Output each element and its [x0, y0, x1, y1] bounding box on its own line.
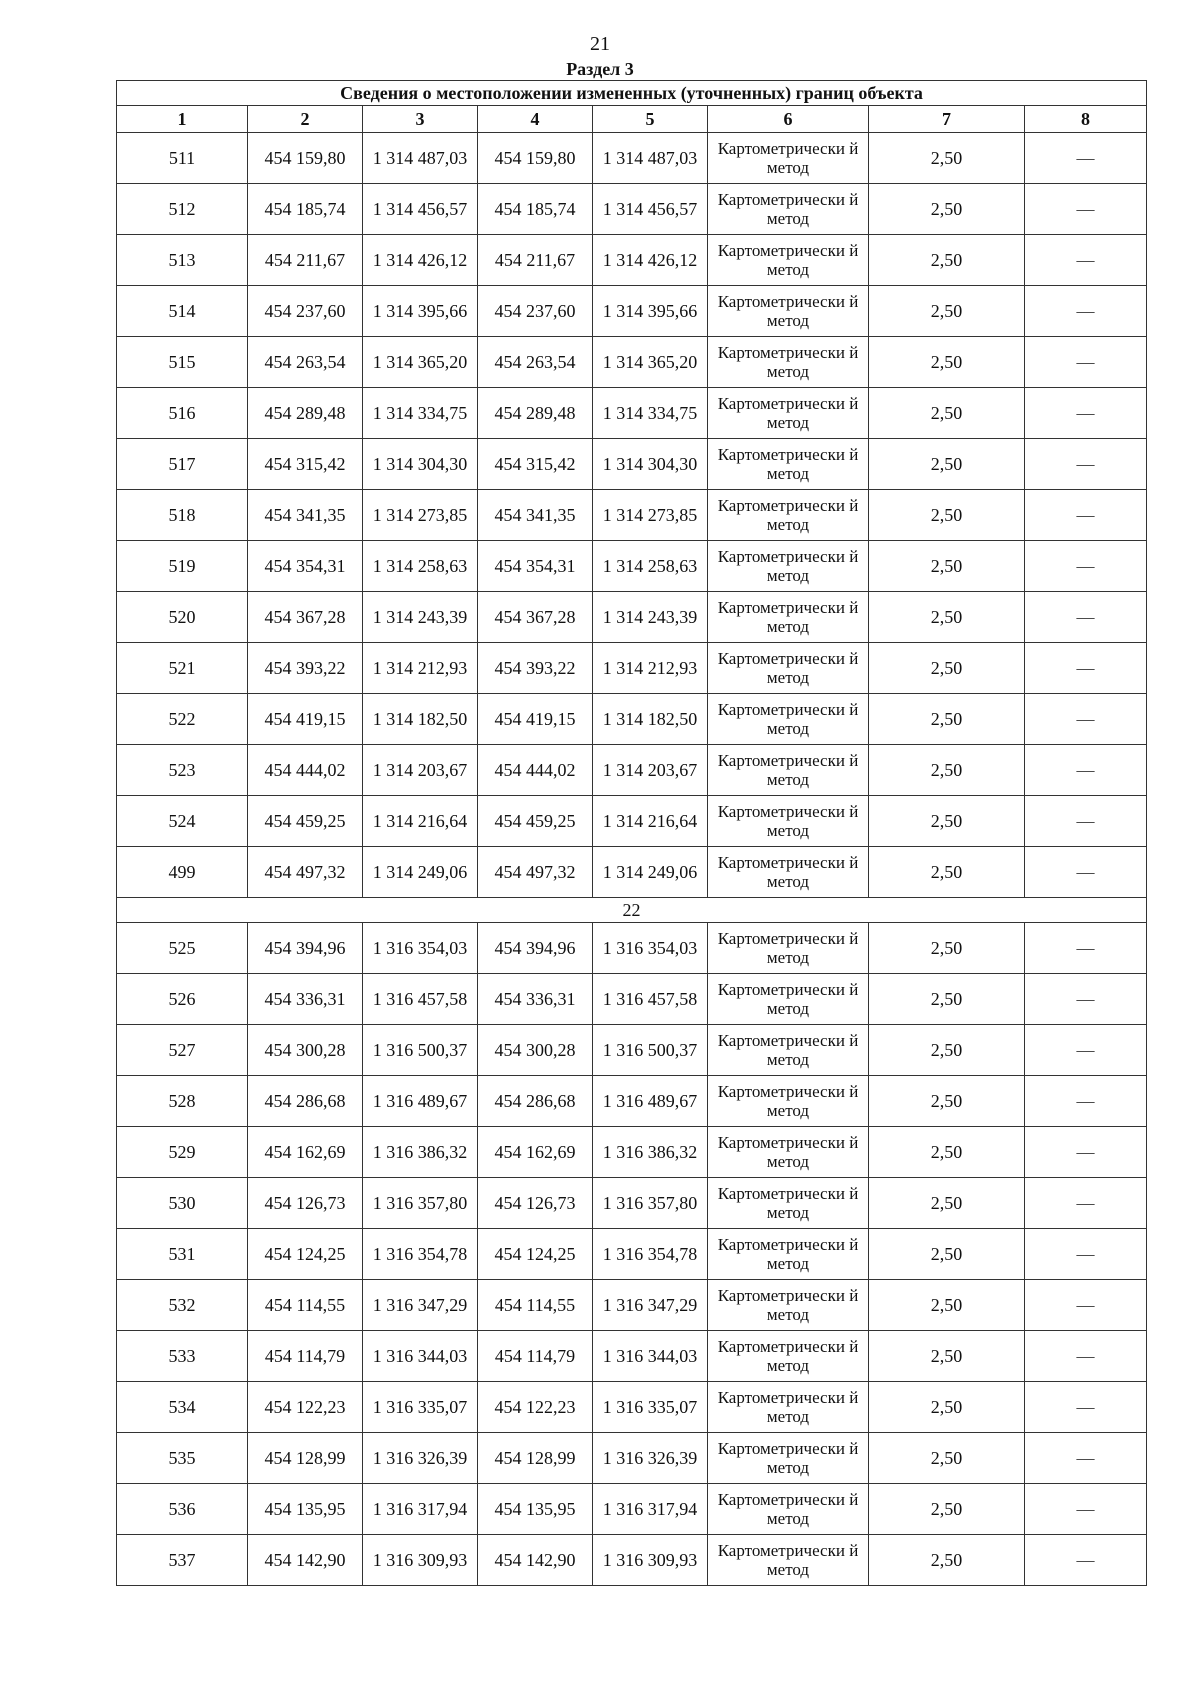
- cell-method: Картометрически й метод: [708, 643, 869, 694]
- cell-x-new: 454 122,23: [478, 1382, 593, 1433]
- cell-y-new: 1 314 203,67: [593, 745, 708, 796]
- cell-x-new: 454 126,73: [478, 1178, 593, 1229]
- page-break-label: 22: [117, 898, 1147, 923]
- cell-y-new: 1 316 309,93: [593, 1535, 708, 1586]
- cell-y-existing: 1 316 354,03: [363, 923, 478, 974]
- table-row: [117, 388, 1147, 439]
- cell-description: —: [1025, 1076, 1147, 1127]
- cell-x-existing: 454 300,28: [248, 1025, 363, 1076]
- cell-y-new: 1 316 357,80: [593, 1178, 708, 1229]
- cell-y-new: 1 316 386,32: [593, 1127, 708, 1178]
- page-number: 21: [590, 33, 610, 55]
- cell-accuracy: 2,50: [869, 745, 1025, 796]
- cell-y-new: 1 314 456,57: [593, 184, 708, 235]
- cell-accuracy: 2,50: [869, 286, 1025, 337]
- cell-y-new: 1 314 212,93: [593, 643, 708, 694]
- cell-x-new: 454 142,90: [478, 1535, 593, 1586]
- cell-x-new: 454 263,54: [478, 337, 593, 388]
- cell-description: —: [1025, 796, 1147, 847]
- cell-y-new: 1 316 335,07: [593, 1382, 708, 1433]
- cell-y-existing: 1 316 457,58: [363, 974, 478, 1025]
- cell-point-number: 518: [117, 490, 248, 541]
- cell-accuracy: 2,50: [869, 1229, 1025, 1280]
- cell-accuracy: 2,50: [869, 974, 1025, 1025]
- cell-x-existing: 454 354,31: [248, 541, 363, 592]
- cell-point-number: 499: [117, 847, 248, 898]
- cell-y-new: 1 314 273,85: [593, 490, 708, 541]
- table-row: [117, 235, 1147, 286]
- cell-method: Картометрически й метод: [708, 1127, 869, 1178]
- cell-accuracy: 2,50: [869, 1178, 1025, 1229]
- cell-accuracy: 2,50: [869, 235, 1025, 286]
- cell-y-new: 1 316 500,37: [593, 1025, 708, 1076]
- cell-description: —: [1025, 1331, 1147, 1382]
- cell-x-new: 454 114,79: [478, 1331, 593, 1382]
- cell-x-existing: 454 237,60: [248, 286, 363, 337]
- cell-description: —: [1025, 235, 1147, 286]
- cell-description: —: [1025, 388, 1147, 439]
- column-number: 8: [1025, 106, 1147, 133]
- table-row: [117, 133, 1147, 184]
- table-row: [117, 1535, 1147, 1586]
- cell-x-new: 454 354,31: [478, 541, 593, 592]
- cell-y-existing: 1 314 249,06: [363, 847, 478, 898]
- cell-x-new: 454 300,28: [478, 1025, 593, 1076]
- table-row: [117, 1178, 1147, 1229]
- cell-method: Картометрически й метод: [708, 1433, 869, 1484]
- cell-accuracy: 2,50: [869, 541, 1025, 592]
- cell-y-existing: 1 314 304,30: [363, 439, 478, 490]
- cell-accuracy: 2,50: [869, 1484, 1025, 1535]
- table-row: [117, 847, 1147, 898]
- cell-accuracy: 2,50: [869, 1433, 1025, 1484]
- cell-point-number: 512: [117, 184, 248, 235]
- cell-accuracy: 2,50: [869, 592, 1025, 643]
- cell-point-number: 534: [117, 1382, 248, 1433]
- table-row: [117, 1433, 1147, 1484]
- table-row: [117, 1280, 1147, 1331]
- table-row: [117, 1331, 1147, 1382]
- table-row: [117, 184, 1147, 235]
- page-break-body: [117, 898, 1147, 923]
- cell-accuracy: 2,50: [869, 1535, 1025, 1586]
- cell-y-existing: 1 314 487,03: [363, 133, 478, 184]
- cell-point-number: 532: [117, 1280, 248, 1331]
- cell-method: Картометрически й метод: [708, 388, 869, 439]
- cell-description: —: [1025, 923, 1147, 974]
- cell-x-existing: 454 315,42: [248, 439, 363, 490]
- cell-x-new: 454 394,96: [478, 923, 593, 974]
- table-row: [117, 286, 1147, 337]
- cell-description: —: [1025, 745, 1147, 796]
- cell-point-number: 522: [117, 694, 248, 745]
- cell-method: Картометрически й метод: [708, 1025, 869, 1076]
- cell-method: Картометрически й метод: [708, 847, 869, 898]
- column-number: 7: [869, 106, 1025, 133]
- table-row: [117, 337, 1147, 388]
- cell-x-existing: 454 459,25: [248, 796, 363, 847]
- cell-x-existing: 454 419,15: [248, 694, 363, 745]
- table-row: [117, 796, 1147, 847]
- section-title: Раздел 3: [566, 59, 634, 79]
- cell-accuracy: 2,50: [869, 694, 1025, 745]
- cell-description: —: [1025, 643, 1147, 694]
- cell-description: —: [1025, 1382, 1147, 1433]
- cell-y-existing: 1 316 347,29: [363, 1280, 478, 1331]
- cell-y-new: 1 316 489,67: [593, 1076, 708, 1127]
- cell-method: Картометрически й метод: [708, 1535, 869, 1586]
- cell-accuracy: 2,50: [869, 1076, 1025, 1127]
- cell-y-existing: 1 314 212,93: [363, 643, 478, 694]
- cell-y-new: 1 314 304,30: [593, 439, 708, 490]
- table-row: [117, 974, 1147, 1025]
- column-number: 2: [248, 106, 363, 133]
- cell-point-number: 525: [117, 923, 248, 974]
- cell-x-existing: 454 114,55: [248, 1280, 363, 1331]
- cell-point-number: 521: [117, 643, 248, 694]
- table-row: [117, 490, 1147, 541]
- cell-y-new: 1 314 243,39: [593, 592, 708, 643]
- cell-accuracy: 2,50: [869, 643, 1025, 694]
- cell-y-new: 1 314 258,63: [593, 541, 708, 592]
- cell-x-new: 454 159,80: [478, 133, 593, 184]
- cell-x-new: 454 124,25: [478, 1229, 593, 1280]
- cell-x-existing: 454 286,68: [248, 1076, 363, 1127]
- cell-point-number: 528: [117, 1076, 248, 1127]
- cell-x-new: 454 419,15: [478, 694, 593, 745]
- cell-y-existing: 1 316 317,94: [363, 1484, 478, 1535]
- cell-x-existing: 454 497,32: [248, 847, 363, 898]
- cell-x-existing: 454 159,80: [248, 133, 363, 184]
- table-row: [117, 541, 1147, 592]
- table-body-after-break: [117, 923, 1147, 1586]
- cell-x-existing: 454 289,48: [248, 388, 363, 439]
- cell-x-new: 454 444,02: [478, 745, 593, 796]
- cell-x-new: 454 341,35: [478, 490, 593, 541]
- cell-y-existing: 1 316 357,80: [363, 1178, 478, 1229]
- cell-x-existing: 454 367,28: [248, 592, 363, 643]
- cell-x-existing: 454 124,25: [248, 1229, 363, 1280]
- table-body-before-break: [117, 133, 1147, 898]
- cell-y-existing: 1 316 309,93: [363, 1535, 478, 1586]
- cell-accuracy: 2,50: [869, 337, 1025, 388]
- cell-y-new: 1 316 457,58: [593, 974, 708, 1025]
- cell-y-existing: 1 314 203,67: [363, 745, 478, 796]
- cell-x-new: 454 185,74: [478, 184, 593, 235]
- cell-y-existing: 1 314 258,63: [363, 541, 478, 592]
- cell-y-existing: 1 316 500,37: [363, 1025, 478, 1076]
- cell-point-number: 520: [117, 592, 248, 643]
- cell-method: Картометрически й метод: [708, 1229, 869, 1280]
- cell-method: Картометрически й метод: [708, 923, 869, 974]
- column-number: 1: [117, 106, 248, 133]
- cell-x-new: 454 497,32: [478, 847, 593, 898]
- cell-point-number: 515: [117, 337, 248, 388]
- cell-x-new: 454 289,48: [478, 388, 593, 439]
- cell-method: Картометрически й метод: [708, 1382, 869, 1433]
- cell-description: —: [1025, 694, 1147, 745]
- cell-y-existing: 1 316 354,78: [363, 1229, 478, 1280]
- cell-y-existing: 1 314 273,85: [363, 490, 478, 541]
- table-caption-row: [117, 81, 1147, 106]
- column-number: 6: [708, 106, 869, 133]
- cell-y-new: 1 314 365,20: [593, 337, 708, 388]
- table-row: [117, 745, 1147, 796]
- cell-method: Картометрически й метод: [708, 235, 869, 286]
- cell-accuracy: 2,50: [869, 1331, 1025, 1382]
- cell-point-number: 535: [117, 1433, 248, 1484]
- cell-description: —: [1025, 1433, 1147, 1484]
- table-row: [117, 592, 1147, 643]
- cell-y-existing: 1 314 456,57: [363, 184, 478, 235]
- cell-point-number: 511: [117, 133, 248, 184]
- column-number-row: [117, 106, 1147, 133]
- cell-accuracy: 2,50: [869, 184, 1025, 235]
- cell-x-existing: 454 444,02: [248, 745, 363, 796]
- cell-method: Картометрически й метод: [708, 133, 869, 184]
- cell-x-existing: 454 128,99: [248, 1433, 363, 1484]
- cell-x-new: 454 315,42: [478, 439, 593, 490]
- cell-x-new: 454 162,69: [478, 1127, 593, 1178]
- page-break-row: [117, 898, 1147, 923]
- cell-x-existing: 454 394,96: [248, 923, 363, 974]
- cell-method: Картометрически й метод: [708, 1280, 869, 1331]
- cell-description: —: [1025, 592, 1147, 643]
- cell-x-existing: 454 393,22: [248, 643, 363, 694]
- cell-y-new: 1 314 487,03: [593, 133, 708, 184]
- cell-y-existing: 1 316 326,39: [363, 1433, 478, 1484]
- table-row: [117, 1484, 1147, 1535]
- cell-accuracy: 2,50: [869, 923, 1025, 974]
- cell-x-existing: 454 114,79: [248, 1331, 363, 1382]
- cell-method: Картометрически й метод: [708, 490, 869, 541]
- table-row: [117, 923, 1147, 974]
- cell-point-number: 529: [117, 1127, 248, 1178]
- cell-y-new: 1 314 334,75: [593, 388, 708, 439]
- cell-method: Картометрически й метод: [708, 694, 869, 745]
- cell-method: Картометрически й метод: [708, 286, 869, 337]
- cell-description: —: [1025, 1178, 1147, 1229]
- cell-point-number: 526: [117, 974, 248, 1025]
- cell-point-number: 516: [117, 388, 248, 439]
- cell-x-new: 454 459,25: [478, 796, 593, 847]
- cell-y-new: 1 316 354,03: [593, 923, 708, 974]
- cell-x-new: 454 393,22: [478, 643, 593, 694]
- cell-x-new: 454 114,55: [478, 1280, 593, 1331]
- cell-y-new: 1 316 354,78: [593, 1229, 708, 1280]
- cell-point-number: 523: [117, 745, 248, 796]
- cell-method: Картометрически й метод: [708, 1484, 869, 1535]
- cell-description: —: [1025, 1484, 1147, 1535]
- cell-y-new: 1 316 326,39: [593, 1433, 708, 1484]
- coordinates-table: [116, 80, 1147, 1586]
- cell-description: —: [1025, 541, 1147, 592]
- cell-x-new: 454 135,95: [478, 1484, 593, 1535]
- cell-y-existing: 1 314 182,50: [363, 694, 478, 745]
- cell-y-new: 1 316 347,29: [593, 1280, 708, 1331]
- cell-y-new: 1 314 182,50: [593, 694, 708, 745]
- cell-point-number: 536: [117, 1484, 248, 1535]
- cell-point-number: 530: [117, 1178, 248, 1229]
- cell-y-new: 1 316 344,03: [593, 1331, 708, 1382]
- cell-description: —: [1025, 286, 1147, 337]
- cell-x-existing: 454 122,23: [248, 1382, 363, 1433]
- cell-point-number: 519: [117, 541, 248, 592]
- cell-point-number: 531: [117, 1229, 248, 1280]
- cell-accuracy: 2,50: [869, 1382, 1025, 1433]
- cell-accuracy: 2,50: [869, 439, 1025, 490]
- cell-x-new: 454 211,67: [478, 235, 593, 286]
- cell-method: Картометрически й метод: [708, 974, 869, 1025]
- column-number: 4: [478, 106, 593, 133]
- cell-method: Картометрически й метод: [708, 1178, 869, 1229]
- cell-description: —: [1025, 1229, 1147, 1280]
- cell-x-existing: 454 336,31: [248, 974, 363, 1025]
- cell-y-existing: 1 314 365,20: [363, 337, 478, 388]
- cell-y-existing: 1 314 216,64: [363, 796, 478, 847]
- cell-description: —: [1025, 1025, 1147, 1076]
- cell-x-new: 454 237,60: [478, 286, 593, 337]
- cell-x-new: 454 286,68: [478, 1076, 593, 1127]
- cell-x-existing: 454 263,54: [248, 337, 363, 388]
- cell-accuracy: 2,50: [869, 1025, 1025, 1076]
- cell-point-number: 514: [117, 286, 248, 337]
- cell-y-new: 1 314 249,06: [593, 847, 708, 898]
- cell-y-existing: 1 316 386,32: [363, 1127, 478, 1178]
- cell-y-existing: 1 316 335,07: [363, 1382, 478, 1433]
- cell-description: —: [1025, 184, 1147, 235]
- table-caption: Сведения о местоположении измененных (уточненных) границ объекта: [117, 81, 1147, 106]
- cell-x-existing: 454 341,35: [248, 490, 363, 541]
- cell-x-new: 454 336,31: [478, 974, 593, 1025]
- cell-description: —: [1025, 847, 1147, 898]
- cell-y-existing: 1 314 243,39: [363, 592, 478, 643]
- cell-point-number: 524: [117, 796, 248, 847]
- cell-method: Картометрически й метод: [708, 1331, 869, 1382]
- cell-y-new: 1 316 317,94: [593, 1484, 708, 1535]
- cell-accuracy: 2,50: [869, 388, 1025, 439]
- cell-accuracy: 2,50: [869, 133, 1025, 184]
- cell-point-number: 533: [117, 1331, 248, 1382]
- cell-y-existing: 1 314 334,75: [363, 388, 478, 439]
- cell-x-new: 454 367,28: [478, 592, 593, 643]
- cell-method: Картометрически й метод: [708, 541, 869, 592]
- cell-description: —: [1025, 490, 1147, 541]
- cell-accuracy: 2,50: [869, 847, 1025, 898]
- cell-y-new: 1 314 426,12: [593, 235, 708, 286]
- cell-method: Картометрически й метод: [708, 439, 869, 490]
- cell-description: —: [1025, 1280, 1147, 1331]
- cell-description: —: [1025, 439, 1147, 490]
- cell-x-existing: 454 211,67: [248, 235, 363, 286]
- cell-y-existing: 1 314 395,66: [363, 286, 478, 337]
- column-number: 3: [363, 106, 478, 133]
- cell-method: Картометрически й метод: [708, 1076, 869, 1127]
- table-row: [117, 1229, 1147, 1280]
- cell-method: Картометрически й метод: [708, 184, 869, 235]
- table-row: [117, 1076, 1147, 1127]
- cell-y-new: 1 314 216,64: [593, 796, 708, 847]
- cell-description: —: [1025, 133, 1147, 184]
- cell-method: Картометрически й метод: [708, 337, 869, 388]
- cell-x-existing: 454 142,90: [248, 1535, 363, 1586]
- cell-y-new: 1 314 395,66: [593, 286, 708, 337]
- cell-description: —: [1025, 974, 1147, 1025]
- cell-accuracy: 2,50: [869, 1127, 1025, 1178]
- cell-description: —: [1025, 1127, 1147, 1178]
- cell-method: Картометрически й метод: [708, 745, 869, 796]
- table-row: [117, 1025, 1147, 1076]
- table-row: [117, 694, 1147, 745]
- column-number: 5: [593, 106, 708, 133]
- cell-y-existing: 1 316 489,67: [363, 1076, 478, 1127]
- cell-point-number: 517: [117, 439, 248, 490]
- table-row: [117, 1382, 1147, 1433]
- cell-accuracy: 2,50: [869, 1280, 1025, 1331]
- cell-x-existing: 454 185,74: [248, 184, 363, 235]
- cell-x-existing: 454 135,95: [248, 1484, 363, 1535]
- cell-accuracy: 2,50: [869, 490, 1025, 541]
- cell-x-new: 454 128,99: [478, 1433, 593, 1484]
- cell-y-existing: 1 314 426,12: [363, 235, 478, 286]
- cell-point-number: 537: [117, 1535, 248, 1586]
- cell-description: —: [1025, 337, 1147, 388]
- cell-accuracy: 2,50: [869, 796, 1025, 847]
- table-row: [117, 643, 1147, 694]
- table-row: [117, 1127, 1147, 1178]
- cell-point-number: 527: [117, 1025, 248, 1076]
- cell-x-existing: 454 162,69: [248, 1127, 363, 1178]
- cell-method: Картометрически й метод: [708, 796, 869, 847]
- cell-y-existing: 1 316 344,03: [363, 1331, 478, 1382]
- cell-description: —: [1025, 1535, 1147, 1586]
- cell-point-number: 513: [117, 235, 248, 286]
- table-row: [117, 439, 1147, 490]
- cell-method: Картометрически й метод: [708, 592, 869, 643]
- cell-x-existing: 454 126,73: [248, 1178, 363, 1229]
